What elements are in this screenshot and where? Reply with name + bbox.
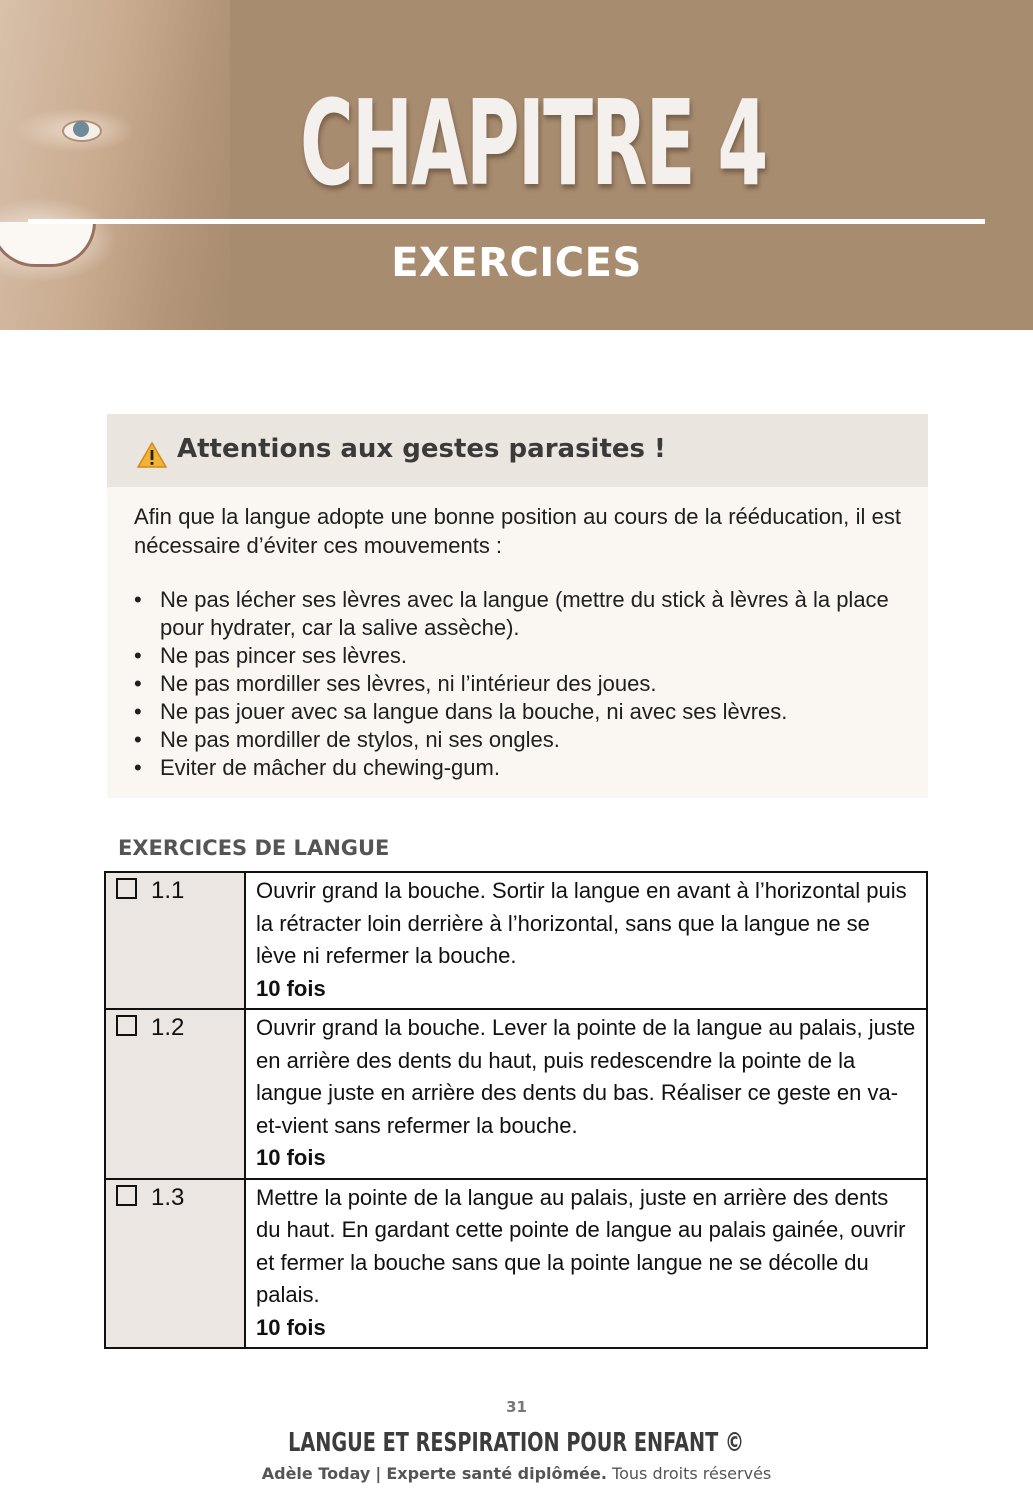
exercise-description-cell <box>245 872 927 1009</box>
exercise-text: Ouvrir grand la bouche. Lever la pointe de la langue au palais, juste en arrière des dents du haut, puis redescendre la pointe de la langue juste en arrière des dents du bas. Réaliser ce geste en va-et-vient sans refermer la bouche. <box>256 1015 916 1138</box>
footer-book-title-text: LANGUE ET RESPIRATION POUR ENFANT © <box>288 1428 745 1458</box>
footer-rights: Tous droits réservés <box>612 1464 772 1483</box>
exercise-checkbox[interactable] <box>116 1015 137 1036</box>
exercise-number: 1.3 <box>151 1183 185 1211</box>
exercise-text: Mettre la pointe de la langue au palais, juste en arrière des dents du haut. En gardant cette pointe de langue au palais gainée, ouvrir et fermer la bouche sans que la pointe langue ne se décolle du palais. <box>256 1184 906 1307</box>
warning-box <box>107 414 928 798</box>
exercises-section-title: EXERCICES DE LANGUE <box>118 836 390 860</box>
footer-book-title <box>0 1428 1033 1458</box>
warning-title: Attentions aux gestes parasites ! <box>177 434 666 464</box>
warning-icon <box>137 442 167 468</box>
exercise-checkbox[interactable] <box>116 1185 137 1206</box>
table-row <box>105 872 927 1009</box>
table-row <box>105 1009 927 1179</box>
warning-intro: Afin que la langue adopte une bonne position au cours de la rééducation, il est nécessaire d’éviter ces mouvements : <box>134 504 901 558</box>
list-item: • Ne pas pincer ses lèvres. <box>134 642 901 670</box>
list-item: • Eviter de mâcher du chewing-gum. <box>134 754 901 782</box>
warning-list <box>134 586 901 782</box>
exercise-checkbox[interactable] <box>116 878 137 899</box>
exercise-number-cell <box>105 1009 245 1179</box>
footer-credential: Experte santé diplômée. <box>386 1464 607 1483</box>
exercise-text: Ouvrir grand la bouche. Sortir la langue en avant à l’horizontal puis la rétracter loin derrière à l’horizontal, sans que la langue ne se lève ni refermer la bouche. <box>256 878 907 968</box>
exercise-description-cell <box>245 1179 927 1349</box>
table-row <box>105 1179 927 1349</box>
page-number: 31 <box>506 1398 527 1416</box>
list-item: • Ne pas jouer avec sa langue dans la bouche, ni avec ses lèvres. <box>134 698 901 726</box>
list-item: • Ne pas lécher ses lèvres avec la langue (mettre du stick à lèvres à la place pour hydrater, car la salive assèche). <box>134 586 901 642</box>
list-item: • Ne pas mordiller de stylos, ni ses ongles. <box>134 726 901 754</box>
photo-smile <box>0 222 96 267</box>
header-divider <box>28 219 985 224</box>
footer-credit <box>0 1464 1033 1483</box>
exercise-reps: 10 fois <box>256 975 326 1001</box>
exercise-number-cell <box>105 1179 245 1349</box>
footer-author: Adèle Today <box>261 1464 371 1483</box>
chapter-subtitle: EXERCICES <box>391 240 642 286</box>
exercise-description-cell <box>245 1009 927 1179</box>
list-item: • Ne pas mordiller ses lèvres, ni l’intérieur des joues. <box>134 670 901 698</box>
photo-iris <box>73 121 89 137</box>
exercise-reps: 10 fois <box>256 1314 326 1340</box>
exercise-number-cell <box>105 872 245 1009</box>
chapter-header <box>0 0 1033 330</box>
child-photo <box>0 0 230 330</box>
exercise-reps: 10 fois <box>256 1145 326 1170</box>
chapter-title: CHAPITRE 4 <box>300 74 767 212</box>
footer-separator: | <box>375 1464 382 1483</box>
exercise-number: 1.1 <box>151 877 185 904</box>
warning-header <box>107 414 928 487</box>
exercise-number: 1.2 <box>151 1014 185 1041</box>
exercises-table <box>104 871 928 1349</box>
